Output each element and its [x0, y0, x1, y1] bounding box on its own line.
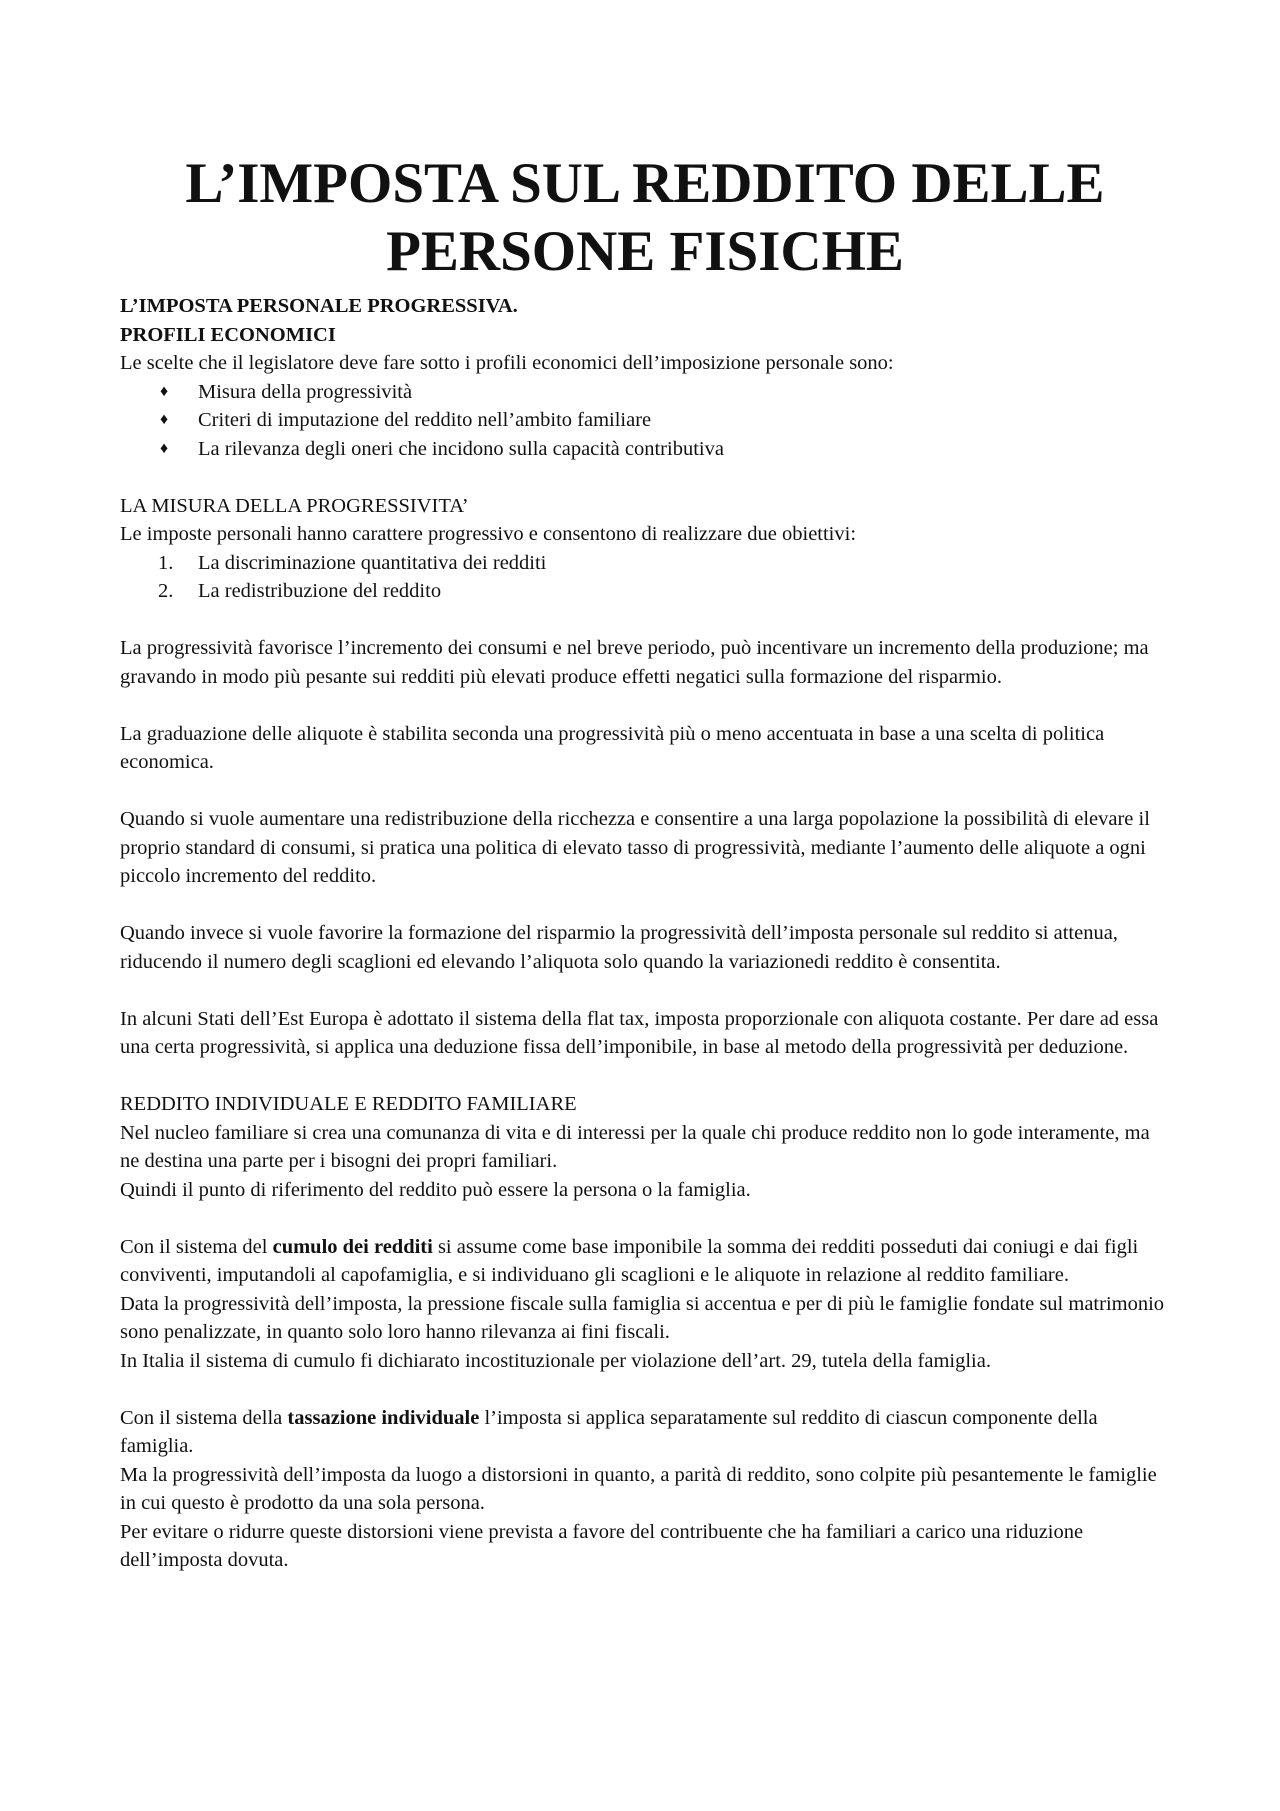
list-item: 2. La redistribuzione del reddito: [120, 577, 1170, 606]
list-number: 2.: [158, 580, 174, 602]
paragraph: Data la progressività dell’imposta, la pressione fiscale sulla famiglia si accentua e per di più le famiglie fondate sul matrimonio sono penalizzate, in quanto solo loro hanno rilevanza ai fini fiscali.: [120, 1292, 1165, 1343]
list-item: 1. La discriminazione quantitativa dei redditi: [120, 549, 1170, 578]
paragraph: La progressività favorisce l’incremento dei consumi e nel breve periodo, può incentivare un incremento della produzione; ma gravando in modo più pesante sui redditi più elevati produce effetti negatici sulla formazione del risparmio.: [120, 637, 1149, 688]
document-title: [120, 150, 1170, 286]
intro-paragraph: Le scelte che il legislatore deve fare sotto i profili economici dell’imposizione personale sono:: [120, 352, 894, 374]
paragraph: Nel nucleo familiare si crea una comunanza di vita e di interessi per la quale chi produce reddito non lo gode interamente, ma ne destina una parte per i bisogni dei propri familiari.: [120, 1121, 1150, 1172]
paragraph: In Italia il sistema di cumulo fi dichiarato incostituzionale per violazione dell’art. 29, tutela della famiglia.: [120, 1349, 991, 1372]
diamond-bullet-icon: ♦: [160, 439, 169, 457]
section-heading-reddito: REDDITO INDIVIDUALE E REDDITO FAMILIARE: [120, 1093, 577, 1115]
misura-intro-paragraph: Le imposte personali hanno carattere progressivo e consentono di realizzare due obiettivi:: [120, 523, 857, 545]
paragraph: Quindi il punto di riferimento del reddito può essere la persona o la famiglia.: [120, 1178, 751, 1201]
list-item: ♦ Criteri di imputazione del reddito nell’ambito familiare: [120, 406, 1170, 435]
term-tassazione-individuale: tassazione individuale: [287, 1406, 480, 1429]
paragraph: Quando invece si vuole favorire la formazione del risparmio la progressività dell’imposta personale sul reddito si attenua, riducendo il numero degli scaglioni ed elevando l’aliquota solo quando la variazionedi reddito è consentita.: [120, 922, 1118, 973]
list-number: 1.: [158, 551, 174, 574]
section-heading-misura: LA MISURA DELLA PROGRESSIVITA’: [120, 494, 469, 517]
title-line-2: PERSONE FISICHE: [386, 220, 904, 283]
document-page: [120, 150, 1170, 1575]
list-item: ♦ Misura della progressività: [120, 378, 1170, 407]
diamond-bullet-icon: ♦: [160, 382, 169, 400]
paragraph-cumulo: Con il sistema del cumulo dei redditi si assume come base imponibile la somma dei redditi posseduti dai coniugi e dai figli conviventi, imputandoli al capofamiglia, e si individuano gli scaglioni e le aliquote in relazione al reddito familiare.: [120, 1235, 1139, 1286]
diamond-bullet-icon: ♦: [160, 411, 169, 428]
paragraph: In alcuni Stati dell’Est Europa è adottato il sistema della flat tax, imposta proporzionale con aliquota costante. Per dare ad essa una certa progressività, si applica una deduzione fissa dell’imponibile, in base al metodo della progressività per deduzione.: [120, 1007, 1159, 1058]
paragraph: La graduazione delle aliquote è stabilita seconda una progressività più o meno accentuata in base a una scelta di politica economica.: [120, 722, 1105, 773]
section-heading-imposta-personale: L’IMPOSTA PERSONALE PROGRESSIVA.: [120, 295, 518, 317]
list-item: ♦ La rilevanza degli oneri che incidono sulla capacità contributiva: [120, 435, 1170, 464]
paragraph: Quando si vuole aumentare una redistribuzione della ricchezza e consentire a una larga popolazione la possibilità di elevare il proprio standard di consumi, si pratica una politica di elevato tasso di progressività, mediante l’aumento delle aliquote a ogni piccolo incremento del reddito.: [120, 808, 1150, 887]
title-line-1: L’IMPOSTA SUL REDDITO DELLE: [185, 152, 1105, 215]
numbered-list: [120, 549, 1170, 606]
paragraph: Ma la progressività dell’imposta da luogo a distorsioni in quanto, a parità di reddito, sono colpite più pesantemente le famiglie in cui questo è prodotto da una sola persona.: [120, 1463, 1157, 1514]
term-cumulo-dei-redditi: cumulo dei redditi: [272, 1235, 433, 1258]
paragraph: Per evitare o ridurre queste distorsioni viene prevista a favore del contribuente che ha familiari a carico una riduzione dell’imposta dovuta.: [120, 1520, 1084, 1571]
section-heading-profili-economici: PROFILI ECONOMICI: [120, 323, 336, 346]
bullet-list: [120, 378, 1170, 464]
paragraph-tassazione-individuale: Con il sistema della tassazione individuale l’imposta si applica separatamente sul reddito di ciascun componente della famiglia.: [120, 1406, 1098, 1457]
